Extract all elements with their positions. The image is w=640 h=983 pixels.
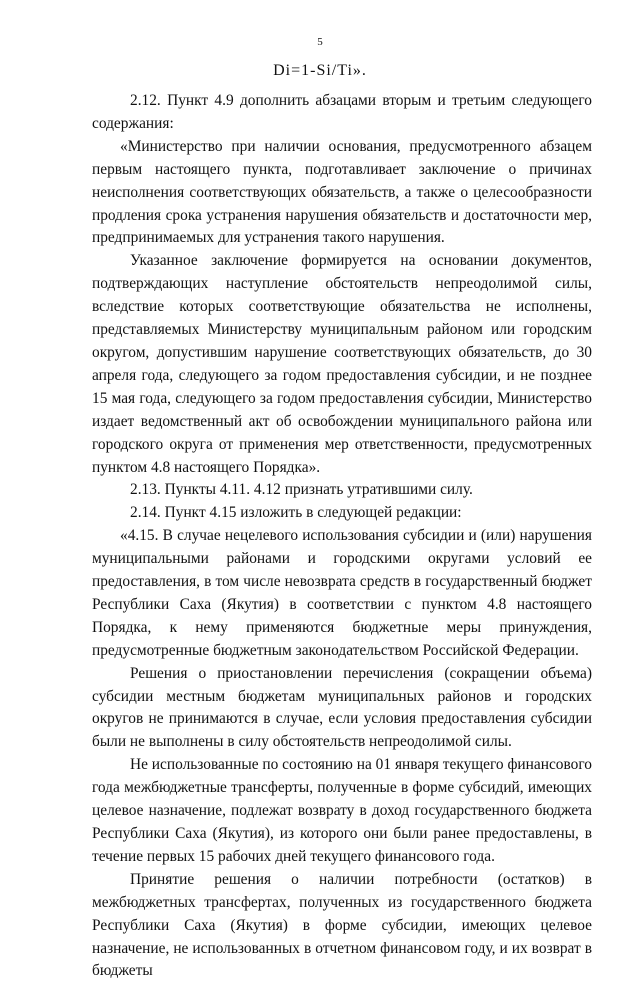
paragraph-quote-ministry: «Министерство при наличии основания, предусмотренного абзацем первым настоящего пункта, подготавливает заключение о причинах неисполнения соответствующих обязательств, а также о целесообразности продления срока устранения нарушения обязательств и достаточности мер, предпринимаемых для устранения такого нарушения. — [92, 137, 592, 247]
paragraph-2-14: 2.14. Пункт 4.15 изложить в следующей редакции: — [130, 504, 462, 522]
page-number: 5 — [317, 36, 323, 48]
formula: Di=1-Si/Ti». — [273, 62, 367, 79]
document-body — [92, 90, 592, 983]
paragraph-conclusion: Указанное заключение формируется на основании документов, подтверждающих наступление обстоятельств непреодолимой силы, вследствие которых соответствующие обязательства не исполнены, представляемых Министерству муниципальным районом или городским округом, допустившим нарушение соответствующих обязательств, до 30 апреля года, следующего за годом предоставления субсидии, и не позднее 15 мая года, следующего за годом предоставления субсидии, Министерство издает ведомственный акт об освобождении муниципального района или городского округа от применения мер ответственности, предусмотренных пунктом 4.8 настоящего Порядка». — [92, 252, 592, 476]
paragraph-2-12: 2.12. Пункт 4.9 дополнить абзацами вторым и третьим следующего содержания: — [92, 92, 592, 132]
paragraph-4-15: «4.15. В случае нецелевого использования субсидии и (или) нарушения муниципальными районами и городскими округами условий ее предоставления, в том числе невозврата средств в государственный бюджет Республики Саха (Якутия) в соответствии с пунктом 4.8 настоящего Порядка, к нему применяются бюджетные меры принуждения, предусмотренные бюджетным законодательством Российской Федерации. — [92, 527, 592, 659]
paragraph-unused-transfers: Не использованные по состоянию на 01 января текущего финансового года межбюджетные трансферты, полученные в форме субсидий, имеющих целевое назначение, подлежат возврату в доход государственного бюджета Республики Саха (Якутия), из которого они были ранее предоставлены, в течение первых 15 рабочих дней текущего финансового года. — [92, 756, 592, 865]
paragraph-decision: Принятие решения о наличии потребности (остатков) в межбюджетных трансфертах, полученных из государственного бюджета Республики Саха (Якутия) в форме субсидии, имеющих целевое назначение, не использованных в отчетном финансовом году, и их возврат в бюджеты — [92, 870, 592, 980]
paragraph-suspension: Решения о приостановлении перечисления (сокращении объема) субсидии местным бюджетам муниципальных районов и городских округов не принимаются в случае, если условия предоставления субсидии были не выполнены в силу обстоятельств непреодолимой силы. — [92, 664, 592, 751]
paragraph-2-13: 2.13. Пункты 4.11. 4.12 признать утратившими силу. — [130, 481, 473, 499]
